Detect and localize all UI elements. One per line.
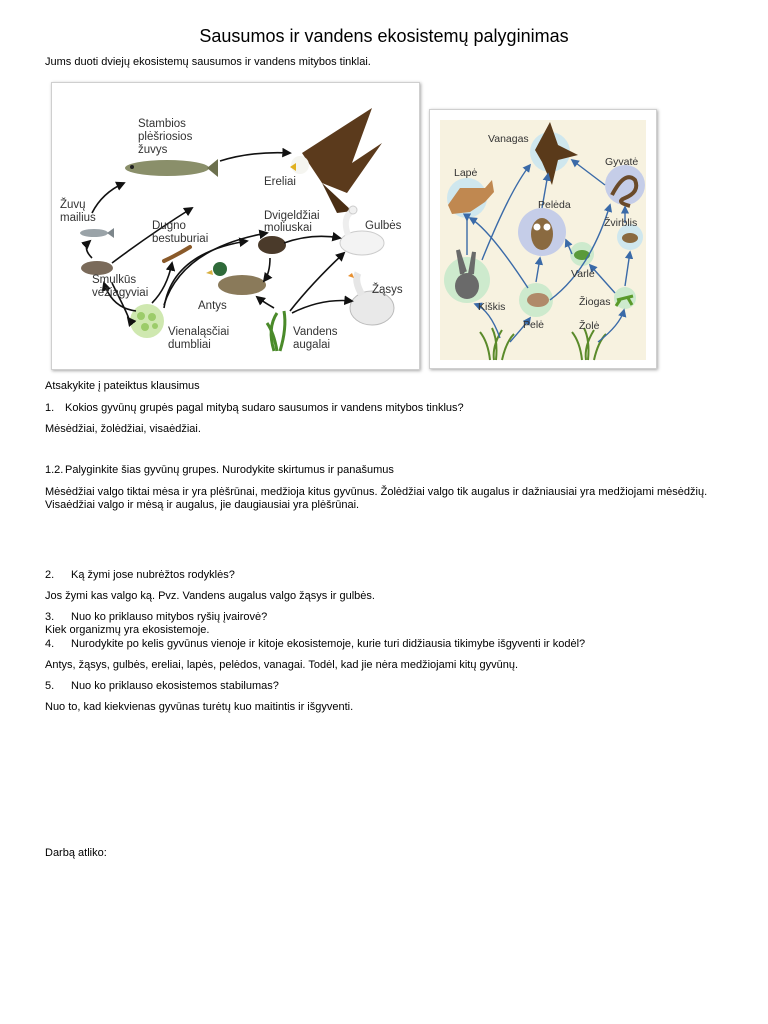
question-1-2-text: Palyginkite šias gyvūnų grupes. Nurodykite skirtumus ir panašumus (65, 464, 394, 476)
plants-label-2: augalai (293, 339, 331, 351)
question-1-2-number: 1.2. (45, 464, 64, 476)
question-2 (45, 569, 235, 582)
larvae-label-2: bestuburiai (152, 233, 209, 245)
sparrow-icon (622, 233, 638, 243)
page-title: Sausumos ir vandens ekosistemų palyginimas (199, 26, 569, 46)
signature-label: Darbą atliko: (45, 847, 107, 859)
fry-label: Žuvų (60, 199, 86, 211)
fox-label: Lapė (454, 167, 478, 179)
fish-fry-icon (80, 228, 114, 238)
answer-2: Jos žymi kas valgo ką. Pvz. Vandens augalus valgo žąsys ir gulbės. (45, 590, 375, 602)
owl-icon (531, 218, 553, 250)
eagle-icon (290, 108, 382, 213)
question-5-text: Nuo ko priklauso ekosistemos stabilumas? (71, 680, 279, 692)
algae-label: Vienaląsčiai (168, 326, 230, 338)
question-5 (45, 680, 279, 693)
mouse-icon (527, 293, 549, 307)
land-food-web-figure (429, 109, 657, 369)
pike-label-2: plėšriosios (138, 131, 193, 143)
pike-label-3: žuvys (138, 144, 168, 156)
mouse-label: Pelė (523, 319, 545, 331)
swans-label: Gulbės (365, 220, 402, 232)
mussel-icon (258, 236, 286, 254)
pike-label: Stambios (138, 118, 186, 130)
question-1 (45, 402, 464, 415)
water-food-web-figure (51, 82, 420, 370)
question-1-number: 1. (45, 402, 55, 414)
water-plants-icon (267, 311, 285, 351)
ducks-label: Antys (198, 300, 227, 312)
eagles-label: Ereliai (264, 176, 296, 188)
algae-label-2: dumbliai (168, 339, 211, 351)
sparrow-label: Žvirblis (604, 217, 638, 229)
goose-icon (348, 273, 394, 325)
pike-icon (125, 159, 218, 177)
snake-label: Gyvatė (605, 156, 639, 168)
frog-label: Varlė (571, 268, 595, 280)
frog-icon (574, 250, 590, 260)
question-3-text: Nuo ko priklauso mitybos ryšių įvairovė? (71, 611, 268, 623)
grasshopper-label: Žiogas (579, 296, 611, 308)
mussels-label-2: moliuskai (264, 222, 312, 234)
question-1-2 (45, 464, 394, 477)
algae-icon (130, 304, 164, 338)
hawk-label: Vanagas (488, 133, 529, 145)
hare-label: Kiškis (478, 301, 506, 313)
geese-label: Žąsys (372, 284, 403, 296)
question-3 (45, 611, 267, 624)
question-4-text: Nurodykite po kelis gyvūnus vienoje ir kitoje ekosistemoje, kurie turi didžiausia tikimybe išgyventi ir kodėl? (71, 638, 586, 650)
crayfish-icon (81, 261, 113, 275)
crayfish-label: Smulkūs (92, 274, 137, 286)
duck-icon (206, 262, 266, 295)
question-4 (45, 638, 585, 651)
answer-5: Nuo to, kad kiekvienas gyvūnas turėtų kuo maitintis ir išgyventi. (45, 701, 354, 713)
mussels-label: Dvigeldžiai (264, 210, 320, 222)
grass-label: Žolė (579, 320, 600, 332)
question-2-text: Ką žymi jose nubrėžtos rodyklės? (71, 569, 235, 581)
question-5-number: 5. (45, 680, 55, 692)
answer-3: Kiek organizmų yra ekosistemoje. (45, 624, 210, 636)
crayfish-label-2: vėžiagyviai (92, 287, 149, 299)
answer-1-2-line-2: Visaėdžiai valgo ir mėsą ir augalus, jie daugiausiai yra plėšrūnai. (45, 499, 360, 511)
question-3-number: 3. (45, 611, 55, 623)
larvae-label: Dugno (152, 220, 186, 232)
owl-label: Pelėda (538, 199, 571, 211)
instructions-text: Atsakykite į pateiktus klausimus (45, 380, 200, 392)
plants-label: Vandens (293, 326, 338, 338)
question-1-text: Kokios gyvūnų grupės pagal mitybą sudaro sausumos ir vandens mitybos tinklus? (65, 402, 464, 414)
fry-label-2: mailius (60, 212, 96, 224)
question-2-number: 2. (45, 569, 55, 581)
intro-text: Jums duoti dviejų ekosistemų sausumos ir vandens mitybos tinklai. (45, 56, 371, 68)
answer-4: Antys, žąsys, gulbės, ereliai, lapės, pelėdos, vanagai. Todėl, kad jie nėra medžiojami kitų gyvūnų. (45, 659, 519, 671)
larvae-icon (164, 247, 190, 261)
question-4-number: 4. (45, 638, 55, 650)
answer-1: Mėsėdžiai, žolėdžiai, visaėdžiai. (45, 423, 201, 435)
answer-1-2-line-1: Mėsėdžiai valgo tiktai mėsa ir yra plėšrūnai, medžioja kitus gyvūnus. Žolėdžiai valgo tik augalus ir dažniausiai yra medžiojami mėsėdžių. (45, 486, 708, 498)
